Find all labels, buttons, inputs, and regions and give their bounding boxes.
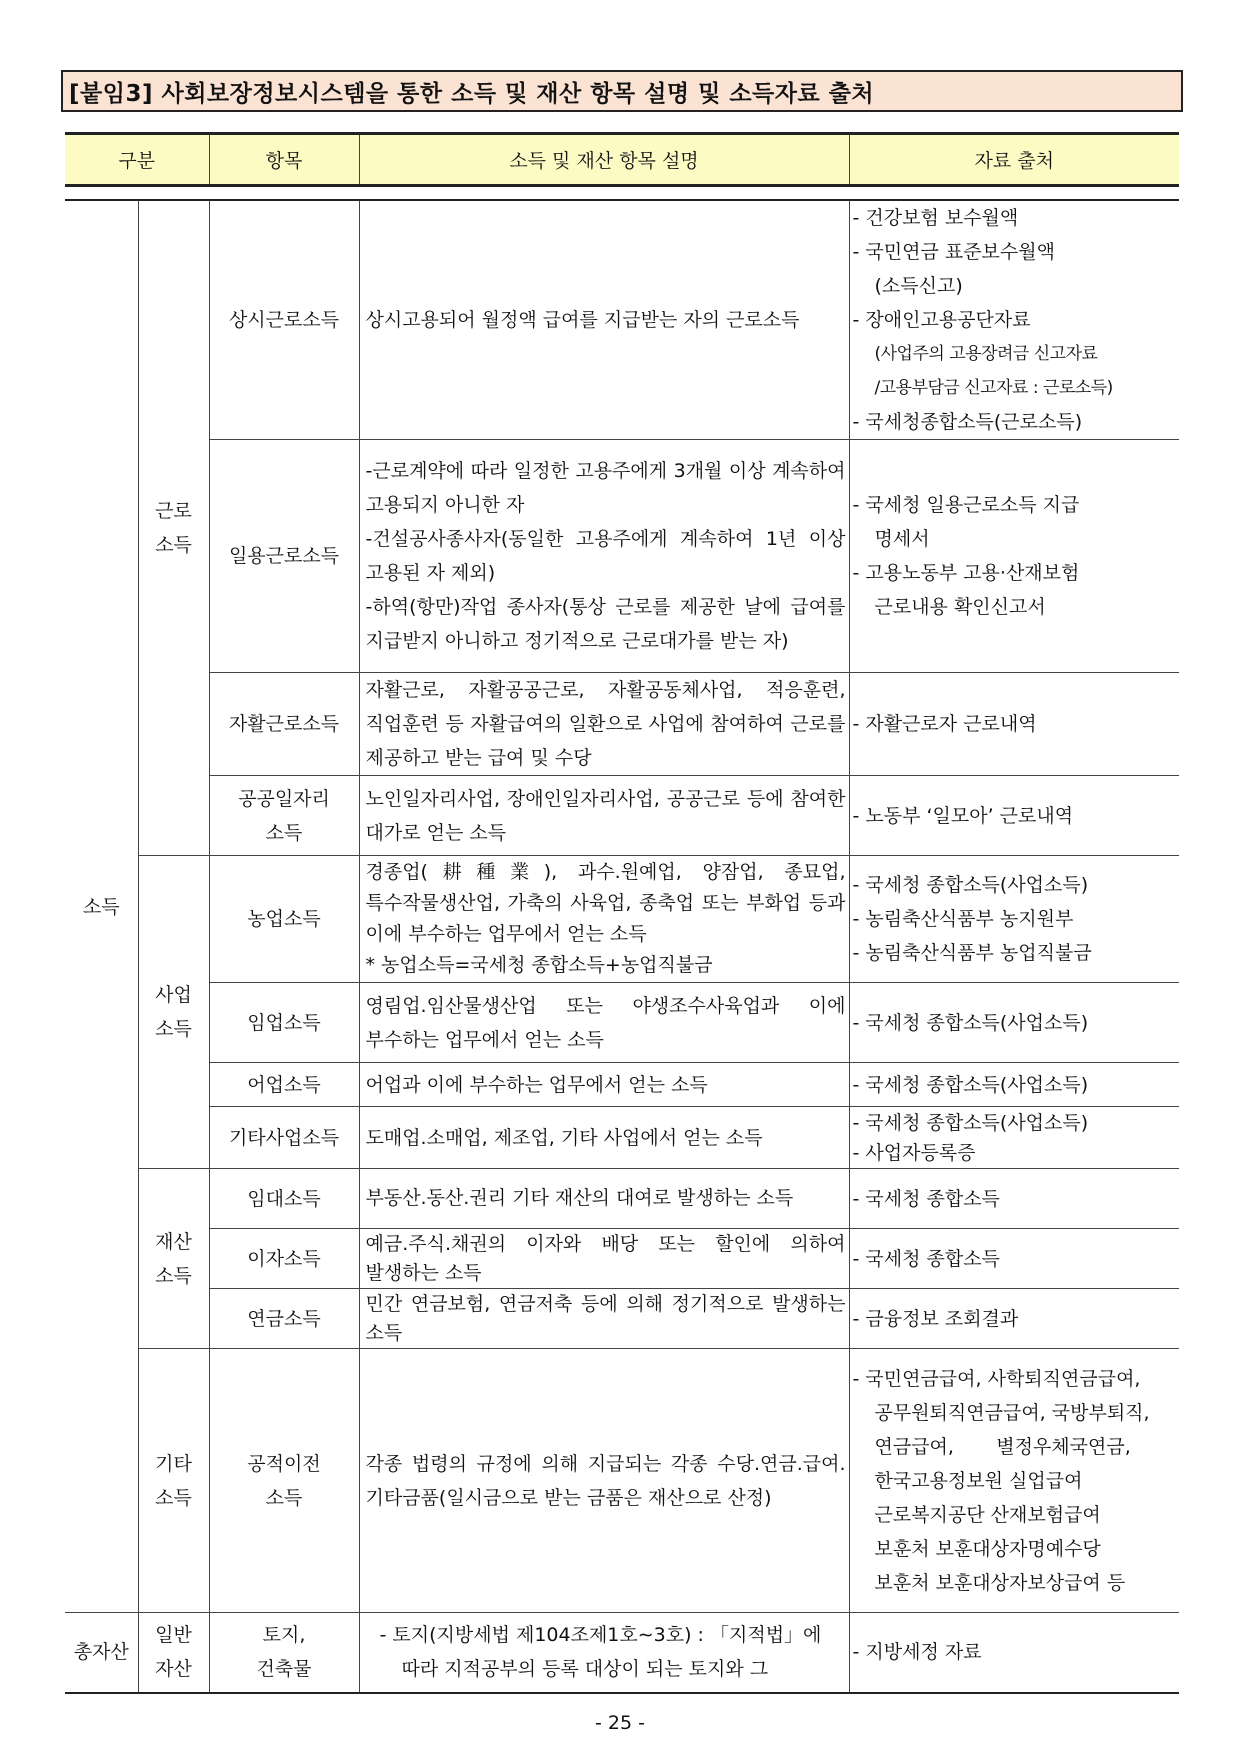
item-description: 부동산.동산.권리 기타 재산의 대여로 발생하는 소득 bbox=[359, 1169, 849, 1229]
source-line: /고용부담금 신고자료 : 근로소득) bbox=[874, 378, 1113, 398]
table-row bbox=[65, 673, 1179, 776]
source-line: - 농림축산식품부 농지원부 bbox=[852, 908, 1074, 930]
item-label: 공적이전 소득 bbox=[209, 1349, 359, 1613]
source-line: 한국고용정보원 실업급여 bbox=[874, 1469, 1083, 1492]
subcategory-property-income: 재산 소득 bbox=[138, 1169, 209, 1349]
description-line: - 토지(지방세법 제104조제1호∼3호) : 「지적법」에 bbox=[379, 1624, 822, 1647]
source-line: (소득신고) bbox=[874, 275, 963, 297]
source-line: (사업주의 고용장려금 신고자료 bbox=[874, 344, 1098, 364]
source-line: - 국세청 종합소득(사업소득) bbox=[852, 1073, 1089, 1096]
item-label: 상시근로소득 bbox=[209, 200, 359, 440]
table-row bbox=[65, 1289, 1179, 1349]
source-line: - 국민연금급여, 사학퇴직연금급여, bbox=[852, 1367, 1141, 1390]
source-line: 보훈처 보훈대상자명예수당 bbox=[874, 1537, 1101, 1560]
item-description: 도매업.소매업, 제조업, 기타 사업에서 얻는 소득 bbox=[359, 1107, 849, 1169]
source-line: 보훈처 보훈대상자보상급여 등 bbox=[874, 1571, 1126, 1594]
item-label: 농업소득 bbox=[209, 856, 359, 983]
page-title: [붙임3] 사회보장정보시스템을 통한 소득 및 재산 항목 설명 및 소득자료 출처 bbox=[61, 70, 1183, 112]
item-description: 어업과 이에 부수하는 업무에서 얻는 소득 bbox=[359, 1063, 849, 1107]
item-description: 영림업.임산물생산업 또는 야생조수사육업과 이에 부수하는 업무에서 얻는 소득 bbox=[359, 983, 849, 1063]
item-label: 자활근로소득 bbox=[209, 673, 359, 776]
item-description: 자활근로, 자활공공근로, 자활공동체사업, 적응훈련, 직업훈련 등 자활급여의 일환으로 사업에 참여하여 근로를 제공하고 받는 급여 및 수당 bbox=[359, 673, 849, 776]
table-row bbox=[65, 1169, 1179, 1229]
income-property-table bbox=[65, 199, 1179, 1694]
source-line: 근로내용 확인신고서 bbox=[874, 596, 1046, 618]
item-description bbox=[359, 1613, 849, 1693]
source-cell bbox=[849, 1349, 1179, 1613]
source-line: - 농림축산식품부 농업직불금 bbox=[852, 942, 1092, 964]
source-line: - 건강보험 보수월액 bbox=[852, 207, 1019, 229]
source-cell bbox=[849, 1169, 1179, 1229]
category-income: 소득 bbox=[65, 200, 138, 1613]
source-line: - 국세청 종합소득(사업소득) bbox=[852, 1011, 1089, 1034]
source-line: - 사업자등록증 bbox=[852, 1141, 976, 1164]
description-line: 따라 지적공부의 등록 대상이 되는 토지와 그 bbox=[401, 1658, 769, 1681]
source-cell bbox=[849, 1063, 1179, 1107]
table-row bbox=[65, 856, 1179, 983]
source-line: - 고용노동부 고용·산재보험 bbox=[852, 562, 1080, 584]
item-label: 토지, 건축물 bbox=[209, 1613, 359, 1693]
header-category: 구분 bbox=[65, 134, 209, 186]
source-line: - 지방세정 자료 bbox=[852, 1641, 982, 1664]
source-line: 연금급여, 별정우체국연금, bbox=[874, 1435, 1131, 1458]
source-line: - 노동부 ‘일모아’ 근로내역 bbox=[852, 804, 1074, 827]
item-description: 노인일자리사업, 장애인일자리사업, 공공근로 등에 참여한 대가로 얻는 소득 bbox=[359, 776, 849, 856]
item-description: 민간 연금보험, 연금저축 등에 의해 정기적으로 발생하는 소득 bbox=[359, 1289, 849, 1349]
item-description bbox=[359, 440, 849, 673]
item-label: 어업소득 bbox=[209, 1063, 359, 1107]
source-line: - 국세청 일용근로소득 지급 bbox=[852, 494, 1080, 516]
source-line: - 자활근로자 근로내역 bbox=[852, 713, 1037, 735]
table-row bbox=[65, 440, 1179, 673]
source-line: - 장애인고용공단자료 bbox=[852, 309, 1031, 331]
item-label: 기타사업소득 bbox=[209, 1107, 359, 1169]
item-label: 임대소득 bbox=[209, 1169, 359, 1229]
header-source: 자료 출처 bbox=[849, 134, 1179, 186]
item-label: 이자소득 bbox=[209, 1229, 359, 1289]
description-line: -건설공사종사자(동일한 고용주에게 계속하여 1년 이상 고용된 자 제외) bbox=[365, 528, 846, 584]
description-note: * 농업소득=국세청 종합소득+농업직불금 bbox=[365, 954, 713, 976]
source-cell bbox=[849, 200, 1179, 440]
table-row bbox=[65, 983, 1179, 1063]
source-cell bbox=[849, 440, 1179, 673]
subcategory-general-assets: 일반 자산 bbox=[138, 1613, 209, 1693]
subcategory-business-income: 사업 소득 bbox=[138, 856, 209, 1169]
source-line: - 국세청 종합소득 bbox=[852, 1187, 1000, 1210]
item-description bbox=[359, 856, 849, 983]
source-line: - 금융정보 조회결과 bbox=[852, 1307, 1019, 1330]
source-line: - 국세청 종합소득(사업소득) bbox=[852, 874, 1089, 896]
source-cell bbox=[849, 1229, 1179, 1289]
source-cell bbox=[849, 983, 1179, 1063]
page-number: - 25 - bbox=[595, 1712, 645, 1734]
header-description: 소득 및 재산 항목 설명 bbox=[359, 134, 849, 186]
source-line: 공무원퇴직연금급여, 국방부퇴직, bbox=[874, 1401, 1150, 1424]
table-row bbox=[65, 200, 1179, 440]
table-header bbox=[65, 132, 1179, 187]
category-total-assets: 총자산 bbox=[65, 1613, 138, 1693]
source-line: - 국민연금 표준보수월액 bbox=[852, 241, 1055, 263]
header-item: 항목 bbox=[209, 134, 359, 186]
item-label: 연금소득 bbox=[209, 1289, 359, 1349]
source-cell bbox=[849, 856, 1179, 983]
table-row bbox=[65, 1107, 1179, 1169]
source-line: - 국세청 종합소득 bbox=[852, 1247, 1000, 1270]
source-cell bbox=[849, 1289, 1179, 1349]
source-line: - 국세청종합소득(근로소득) bbox=[852, 411, 1083, 433]
description-text: 경종업(耕種業), 과수.원예업, 양잠업, 종묘업, 특수작물생산업, 가축의 사육업, 종축업 또는 부화업 등과 이에 부수하는 업무에서 얻는 소득 bbox=[365, 861, 846, 945]
item-label: 임업소득 bbox=[209, 983, 359, 1063]
source-line: 명세서 bbox=[874, 528, 930, 550]
item-description: 예금.주식.채권의 이자와 배당 또는 할인에 의하여 발생하는 소득 bbox=[359, 1229, 849, 1289]
table-row bbox=[65, 1613, 1179, 1693]
source-line: - 국세청 종합소득(사업소득) bbox=[852, 1111, 1089, 1134]
table-row bbox=[65, 1063, 1179, 1107]
item-label: 일용근로소득 bbox=[209, 440, 359, 673]
item-description: 각종 법령의 규정에 의해 지급되는 각종 수당.연금.급여.기타금품(일시금으로 받는 금품은 재산으로 산정) bbox=[359, 1349, 849, 1613]
source-line: 근로복지공단 산재보험급여 bbox=[874, 1503, 1101, 1526]
description-line: -하역(항만)작업 종사자(통상 근로를 제공한 날에 급여를 지급받지 아니하고 정기적으로 근로대가를 받는 자) bbox=[365, 596, 846, 652]
table-row bbox=[65, 1349, 1179, 1613]
source-cell bbox=[849, 1613, 1179, 1693]
item-label: 공공일자리 소득 bbox=[209, 776, 359, 856]
description-line: -근로계약에 따라 일정한 고용주에게 3개월 이상 계속하여 고용되지 아니한 자 bbox=[365, 460, 846, 516]
subcategory-labor-income: 근로 소득 bbox=[138, 200, 209, 856]
source-cell bbox=[849, 673, 1179, 776]
table-row bbox=[65, 1229, 1179, 1289]
subcategory-other-income: 기타 소득 bbox=[138, 1349, 209, 1613]
source-cell bbox=[849, 776, 1179, 856]
source-cell bbox=[849, 1107, 1179, 1169]
table-row bbox=[65, 776, 1179, 856]
item-description: 상시고용되어 월정액 급여를 지급받는 자의 근로소득 bbox=[359, 200, 849, 440]
